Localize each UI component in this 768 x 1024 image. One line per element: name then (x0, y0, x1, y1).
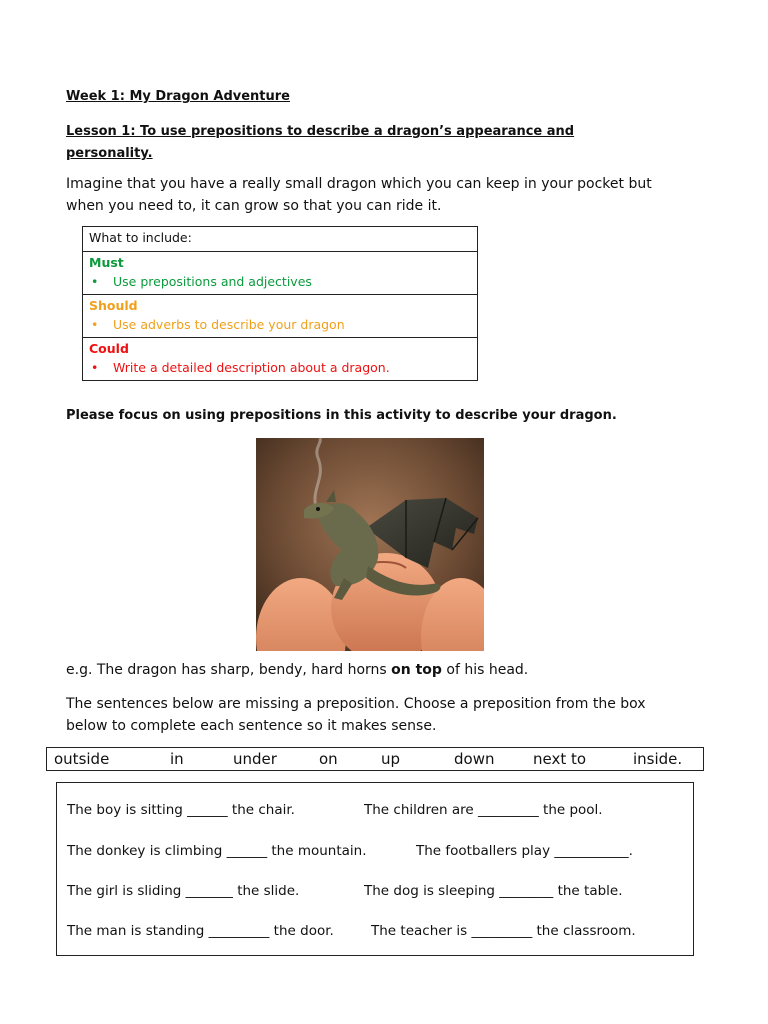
must-label: Must (89, 255, 124, 270)
word-bank-item: up (381, 750, 401, 768)
sentence: The dog is sleeping ________ the table. (364, 883, 623, 899)
word-bank-item: in (170, 750, 184, 768)
bullet-icon: • (91, 317, 99, 332)
example-preposition: on top (391, 662, 442, 678)
what-to-include-table (82, 226, 478, 381)
must-bullet (89, 272, 471, 291)
preposition-word-bank (46, 747, 704, 771)
sentence: The girl is sliding _______ the slide. (67, 883, 300, 899)
must-bullet-text: Use prepositions and adjectives (113, 274, 312, 289)
instructions-paragraph: The sentences below are missing a preposition. Choose a preposition from the box below to complete each sentence so it makes sense. (66, 696, 646, 734)
word-bank-item: inside. (633, 750, 683, 768)
sentence: The donkey is climbing ______ the mountain. (67, 843, 367, 859)
week-title: Week 1: My Dragon Adventure (66, 89, 290, 104)
sentence: The footballers play ___________. (416, 843, 633, 859)
sentence: The teacher is _________ the classroom. (371, 923, 636, 939)
could-section (83, 338, 477, 380)
could-label: Could (89, 341, 129, 356)
example-text-before: e.g. The dragon has sharp, bendy, hard horns (66, 662, 392, 678)
intro-paragraph: Imagine that you have a really small dragon which you can keep in your pocket but when you need to, it can grow so that you can ride it. (66, 176, 652, 214)
example-sentence (66, 662, 528, 678)
include-table-heading: What to include: (83, 227, 477, 252)
should-bullet (89, 315, 471, 334)
sentences-box (56, 782, 694, 956)
sentence: The children are _________ the pool. (364, 802, 603, 818)
should-section (83, 295, 477, 338)
word-bank-item: on (319, 750, 338, 768)
should-bullet-text: Use adverbs to describe your dragon (113, 317, 345, 332)
should-label: Should (89, 298, 138, 313)
sentence: The man is standing _________ the door. (67, 923, 334, 939)
could-bullet-text: Write a detailed description about a dragon. (113, 360, 390, 375)
lesson-title: Lesson 1: To use prepositions to describe a dragon’s appearance and personality. (66, 124, 575, 161)
could-bullet (89, 358, 471, 377)
word-bank-item: under (233, 750, 277, 768)
word-bank-item: outside (54, 750, 110, 768)
bullet-icon: • (91, 274, 99, 289)
focus-instruction: Please focus on using prepositions in this activity to describe your dragon. (66, 408, 617, 423)
word-bank-item: next to (533, 750, 587, 768)
example-text-after: of his head. (441, 662, 529, 678)
word-bank-item: down (454, 750, 495, 768)
bullet-icon: • (91, 360, 99, 375)
sentence: The boy is sitting ______ the chair. (67, 802, 295, 818)
dragon-photo (256, 438, 484, 651)
must-section (83, 252, 477, 295)
